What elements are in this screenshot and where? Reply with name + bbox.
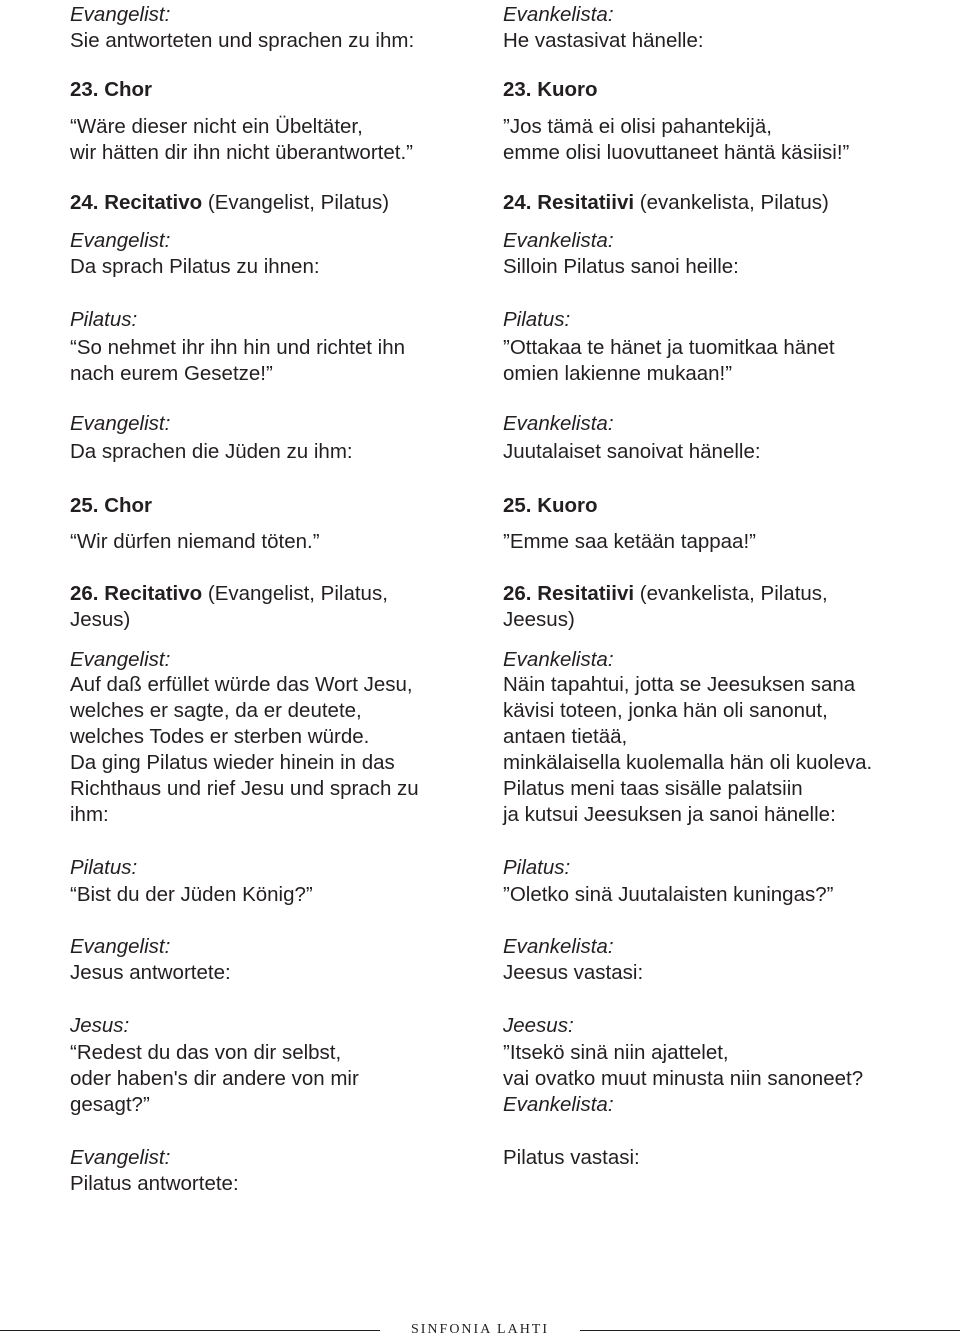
footer-brand: SINFONIA LAHTI bbox=[410, 1322, 550, 1337]
text-line: ”Jos tämä ei olisi pahantekijä, bbox=[503, 115, 772, 138]
section-heading bbox=[503, 493, 598, 519]
text-line: Pilatus meni taas sisälle palatsiin bbox=[503, 777, 803, 800]
speaker-label: Evangelist: bbox=[70, 648, 171, 671]
text-line: Sie antworteten und sprachen zu ihm: bbox=[70, 29, 415, 52]
section-heading bbox=[70, 581, 388, 607]
text-line: Pilatus vastasi: bbox=[503, 1146, 640, 1169]
section-number-title: 26. Resitatiivi bbox=[503, 582, 635, 605]
text-line: Jeesus vastasi: bbox=[503, 961, 644, 984]
section-heading bbox=[70, 77, 152, 103]
speaker-label: Evangelist: bbox=[70, 229, 171, 252]
speaker-label: Evangelist: bbox=[70, 412, 171, 435]
text-line: Jeesus) bbox=[503, 608, 575, 631]
section-voices: (Evangelist, Pilatus) bbox=[202, 191, 390, 214]
text-line: oder haben's dir andere von mir bbox=[70, 1067, 359, 1090]
text-line: Da ging Pilatus wieder hinein in das bbox=[70, 751, 395, 774]
speaker-label: Pilatus: bbox=[503, 856, 571, 879]
text-line: emme olisi luovuttaneet häntä käsiisi!” bbox=[503, 141, 850, 164]
text-line: ja kutsui Jeesuksen ja sanoi hänelle: bbox=[503, 803, 836, 826]
speaker-label: Evankelista: bbox=[503, 229, 614, 252]
section-heading bbox=[70, 190, 389, 216]
text-line: welches Todes er sterben würde. bbox=[70, 725, 370, 748]
section-voices: (Evangelist, Pilatus, bbox=[202, 582, 388, 605]
speaker-label: Evankelista: bbox=[503, 648, 614, 671]
speaker-label: Jesus: bbox=[70, 1014, 130, 1037]
text-line: Da sprach Pilatus zu ihnen: bbox=[70, 255, 320, 278]
section-heading bbox=[503, 581, 828, 607]
section-heading bbox=[70, 493, 152, 519]
speaker-label: Pilatus: bbox=[70, 856, 138, 879]
speaker-label: Pilatus: bbox=[503, 308, 571, 331]
text-line: ”Ottakaa te hänet ja tuomitkaa hänet bbox=[503, 336, 835, 359]
text-line: Da sprachen die Jüden zu ihm: bbox=[70, 440, 353, 463]
text-line: “So nehmet ihr ihn hin und richtet ihn bbox=[70, 336, 406, 359]
speaker-label: Evankelista: bbox=[503, 1093, 614, 1116]
text-line: Pilatus antwortete: bbox=[70, 1172, 239, 1195]
text-line: Juutalaiset sanoivat hänelle: bbox=[503, 440, 761, 463]
text-line: Jesus) bbox=[70, 608, 131, 631]
speaker-label: Evangelist: bbox=[70, 3, 171, 26]
text-line: Auf daß erfüllet würde das Wort Jesu, bbox=[70, 673, 413, 696]
text-line: “Redest du das von dir selbst, bbox=[70, 1041, 342, 1064]
text-line: welches er sagte, da er deutete, bbox=[70, 699, 362, 722]
speaker-label: Evankelista: bbox=[503, 3, 614, 26]
footer-rule-left bbox=[0, 1330, 380, 1331]
footer-rule-right bbox=[580, 1330, 960, 1331]
speaker-label: Evangelist: bbox=[70, 1146, 171, 1169]
section-number-title: 26. Recitativo bbox=[70, 582, 203, 605]
text-line: minkälaisella kuolemalla hän oli kuoleva. bbox=[503, 751, 873, 774]
section-number-title: 23. Kuoro bbox=[503, 78, 598, 101]
text-line: ihm: bbox=[70, 803, 109, 826]
section-heading bbox=[503, 190, 829, 216]
section-number-title: 24. Recitativo bbox=[70, 191, 203, 214]
speaker-label: Evankelista: bbox=[503, 935, 614, 958]
section-voices: (evankelista, Pilatus, bbox=[634, 582, 828, 605]
text-line: antaen tietää, bbox=[503, 725, 628, 748]
text-line: Jesus antwortete: bbox=[70, 961, 231, 984]
section-heading bbox=[503, 77, 598, 103]
speaker-label: Pilatus: bbox=[70, 308, 138, 331]
text-line: ”Emme saa ketään tappaa!” bbox=[503, 530, 756, 553]
text-line: vai ovatko muut minusta niin sanoneet? bbox=[503, 1067, 864, 1090]
speaker-label: Evankelista: bbox=[503, 412, 614, 435]
section-voices: (evankelista, Pilatus) bbox=[634, 191, 829, 214]
text-line: omien lakienne mukaan!” bbox=[503, 362, 733, 385]
text-line: kävisi toteen, jonka hän oli sanonut, bbox=[503, 699, 828, 722]
text-line: “Bist du der Jüden König?” bbox=[70, 883, 313, 906]
section-number-title: 25. Kuoro bbox=[503, 494, 598, 517]
text-line: Richthaus und rief Jesu und sprach zu bbox=[70, 777, 419, 800]
text-line: ”Oletko sinä Juutalaisten kuningas?” bbox=[503, 883, 834, 906]
section-number-title: 24. Resitatiivi bbox=[503, 191, 635, 214]
speaker-label: Jeesus: bbox=[503, 1014, 574, 1037]
speaker-label: Evangelist: bbox=[70, 935, 171, 958]
text-line: wir hätten dir ihn nicht überantwortet.” bbox=[70, 141, 413, 164]
text-line: gesagt?” bbox=[70, 1093, 150, 1116]
text-line: “Wäre dieser nicht ein Übeltäter, bbox=[70, 115, 363, 138]
text-line: Silloin Pilatus sanoi heille: bbox=[503, 255, 739, 278]
text-line: nach eurem Gesetze!” bbox=[70, 362, 273, 385]
text-line: Näin tapahtui, jotta se Jeesuksen sana bbox=[503, 673, 856, 696]
text-line: ”Itsekö sinä niin ajattelet, bbox=[503, 1041, 729, 1064]
text-line: “Wir dürfen niemand töten.” bbox=[70, 530, 320, 553]
text-line: He vastasivat hänelle: bbox=[503, 29, 704, 52]
section-number-title: 25. Chor bbox=[70, 494, 153, 517]
section-number-title: 23. Chor bbox=[70, 78, 153, 101]
